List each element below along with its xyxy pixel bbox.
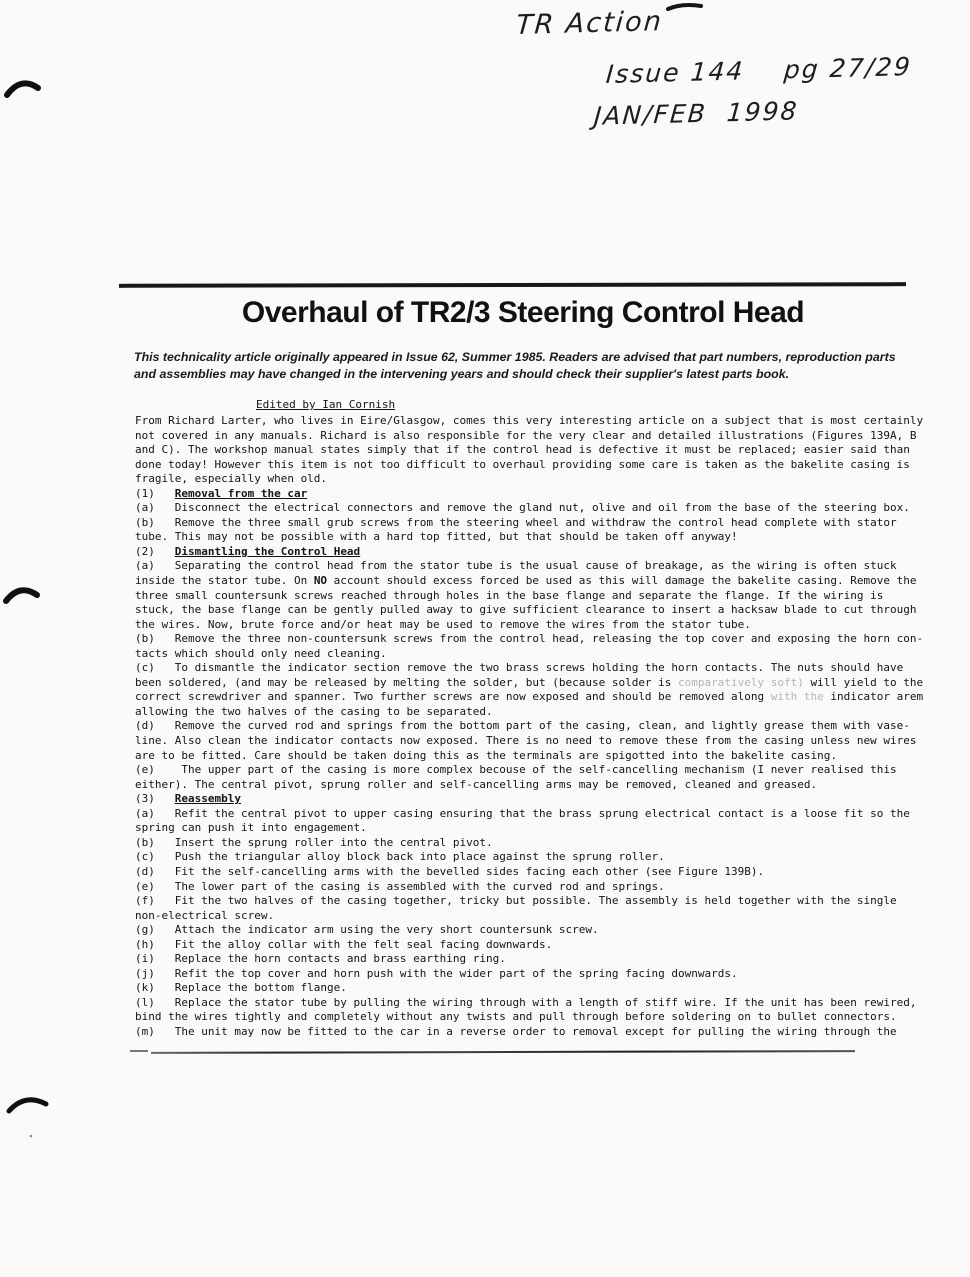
body-text-segment: (b) Remove the three non-countersunk screws from the control head, releasing the top cover and exposing the horn con- xyxy=(135,632,924,646)
body-line xyxy=(135,589,925,604)
body-line xyxy=(135,749,925,764)
body-line xyxy=(135,734,925,749)
body-line xyxy=(135,501,925,516)
body-line xyxy=(135,996,925,1011)
body-text-segment: the wires. Now, brute force and/or heat may be used to remove the wires from the stator tube. xyxy=(135,617,751,631)
body-line xyxy=(135,865,925,880)
body-text-segment: with the xyxy=(770,690,824,704)
body-line xyxy=(135,690,925,705)
body-text-segment: (k) Replace the bottom flange. xyxy=(135,981,347,995)
body-line xyxy=(135,792,925,807)
body-line xyxy=(135,530,925,545)
body-line xyxy=(135,676,925,691)
body-text-segment: inside the stator tube. On xyxy=(135,574,314,588)
article-disclaimer: This technicality article originally appeared in Issue 62, Summer 1985. Readers are advised that part numbers, reproduction parts and assemblies may have changed in the intervening years and should check their supplier's latest parts book. xyxy=(134,350,896,381)
body-line xyxy=(135,821,925,836)
body-line xyxy=(135,894,925,909)
body-line xyxy=(135,632,925,647)
body-text-segment: fragile, especially when old. xyxy=(135,472,328,486)
body-line xyxy=(135,938,925,953)
body-line xyxy=(135,443,925,458)
body-text-segment: (g) Attach the indicator arm using the very short countersunk screw. xyxy=(135,923,599,937)
body-text-segment: (b) Remove the three small grub screws from the steering wheel and withdraw the control head complete with stator xyxy=(135,515,897,529)
body-line xyxy=(135,836,925,851)
body-text-segment: (f) Fit the two halves of the casing together, tricky but possible. The assembly is held together with the single xyxy=(135,894,897,908)
body-text-segment: spring can push it into engagement. xyxy=(135,821,367,835)
body-line xyxy=(135,1025,925,1040)
body-line xyxy=(135,967,925,982)
handwritten-note-issue: Issue 144 pg 27/29 xyxy=(604,51,913,90)
body-text-segment: account should excess forced be used as this will damage the bakelite casing. Remove the xyxy=(327,574,917,588)
body-text-segment: been soldered, (and may be released by melting the solder, but (because solder is xyxy=(135,675,679,689)
body-line xyxy=(135,923,925,938)
body-text-segment: tacts which should only need cleaning. xyxy=(135,646,387,660)
body-line xyxy=(135,909,925,924)
body-text-segment: (b) Insert the sprung roller into the central pivot. xyxy=(135,835,493,849)
body-text-segment: (3) xyxy=(135,792,175,806)
body-text-segment: are to be fitted. Care should be taken doing this as the terminals are spigotted into the bakelite casing. xyxy=(135,748,837,762)
body-line xyxy=(135,647,925,662)
body-text-segment: (d) Remove the curved rod and springs from the bottom part of the casing, clean, and lightly grease them with vase- xyxy=(135,719,910,733)
body-line xyxy=(135,545,925,560)
body-text-segment: (e) The lower part of the casing is assembled with the curved rod and springs. xyxy=(135,879,665,893)
body-text-segment: (c) Push the triangular alloy block back into place against the sprung roller. xyxy=(135,850,665,864)
body-text-segment: (a) Disconnect the electrical connectors and remove the gland nut, olive and oil from the base of the steering box. xyxy=(135,501,910,515)
body-text-segment: indicator arem xyxy=(823,690,924,704)
body-text-segment: (e) The upper part of the casing is more complex becouse of the self-cancelling mechanism (I never realised this xyxy=(135,763,897,777)
body-line xyxy=(135,559,925,574)
body-line xyxy=(135,763,925,778)
body-text-segment: either). The central pivot, sprung roller and self-cancelling arms may be removed, cleaned and greased. xyxy=(135,777,818,791)
pen-mark-top-left xyxy=(7,83,38,95)
body-line xyxy=(135,778,925,793)
body-text-segment: comparatively soft) xyxy=(678,675,804,689)
pen-stroke-above-handwriting xyxy=(668,5,701,9)
body-text-segment: not covered in any manuals. Richard is also responsible for the very clear and detailed illustrations (Figures 139A, B xyxy=(135,428,917,442)
body-line xyxy=(135,719,925,734)
edited-by-line: Edited by Ian Cornish xyxy=(256,398,396,411)
pen-mark-middle-left xyxy=(6,590,37,601)
body-text-segment: done today! However this item is not too difficult to overhaul providing some care is taken as the bakelite casing is xyxy=(135,457,910,471)
body-text-segment: bind the wires tightly and completely without any twists and pull through before soldering on to bullet connectors. xyxy=(135,1010,897,1024)
body-text-segment: From Richard Larter, who lives in Eire/Glasgow, comes this very interesting article on a subject that is most certainly xyxy=(135,414,924,427)
body-text-segment: (j) Refit the top cover and horn push with the wider part of the spring facing downwards. xyxy=(135,966,738,980)
body-text-segment: (l) Replace the stator tube by pulling the wiring through with a length of stiff wire. If the unit has been rewired, xyxy=(135,995,917,1009)
article-body xyxy=(135,414,925,1040)
horizontal-rule-bottom-dash xyxy=(130,1050,148,1052)
body-line xyxy=(135,472,925,487)
body-text-segment: (d) Fit the self-cancelling arms with the bevelled sides facing each other (see Figure 139B). xyxy=(135,864,765,878)
body-line xyxy=(135,705,925,720)
body-line xyxy=(135,429,925,444)
body-text-segment: (a) Refit the central pivot to upper casing ensuring that the brass sprung electrical contact is a loose fit so the xyxy=(135,806,910,820)
body-line xyxy=(135,952,925,967)
body-line xyxy=(135,487,925,502)
body-text-segment: Removal from the car xyxy=(174,486,308,500)
horizontal-rule-bottom xyxy=(151,1050,855,1054)
body-line xyxy=(135,574,925,589)
body-text-segment: (m) The unit may now be fitted to the car in a reverse order to removal except for pulling the wiring through the xyxy=(135,1024,897,1038)
body-text-segment: tube. This may not be possible with a hard top fitted, but that should be taken off anyway! xyxy=(135,530,738,544)
body-text-segment: Reassembly xyxy=(174,792,241,806)
body-text-segment: (i) Replace the horn contacts and brass earthing ring. xyxy=(135,952,506,966)
body-line xyxy=(135,850,925,865)
body-line xyxy=(135,618,925,633)
ink-speck xyxy=(30,1135,33,1138)
body-text-segment: line. Also clean the indicator contacts now exposed. There is no need to remove these from the casing unless new wires xyxy=(135,734,917,748)
body-text-segment: (1) xyxy=(135,486,175,500)
body-text-segment: NO xyxy=(313,574,328,588)
body-text-segment: three small countersunk screws reached through holes in the base flange and separate the flange. If the wiring is xyxy=(135,588,884,602)
body-text-segment: non-electrical screw. xyxy=(135,908,275,922)
pen-mark-bottom-left xyxy=(9,1100,46,1111)
body-line xyxy=(135,458,925,473)
body-text-segment: (c) To dismantle the indicator section remove the two brass screws holding the horn contacts. The nuts should have xyxy=(135,661,904,675)
body-text-segment: and C). The workshop manual states simply that if the control head is defective it must be replaced; easier said than xyxy=(135,443,910,457)
body-line xyxy=(135,603,925,618)
body-text-segment: will yield to the xyxy=(803,675,924,689)
body-line xyxy=(135,981,925,996)
body-line xyxy=(135,661,925,676)
body-line xyxy=(135,807,925,822)
body-line xyxy=(135,414,925,429)
handwritten-note-date: JAN/FEB 1998 xyxy=(592,96,800,131)
body-line xyxy=(135,516,925,531)
body-text-segment: (2) xyxy=(135,544,175,558)
body-text-segment: (a) Separating the control head from the stator tube is the usual cause of breakage, as the wiring is often stuck xyxy=(135,559,897,573)
article-title: Overhaul of TR2/3 Steering Control Head xyxy=(241,296,805,329)
handwritten-note-publication: TR Action xyxy=(514,6,665,41)
body-line xyxy=(135,880,925,895)
body-text-segment: correct screwdriver and spanner. Two further screws are now exposed and should be removed along xyxy=(135,690,771,704)
body-text-segment: (h) Fit the alloy collar with the felt seal facing downwards. xyxy=(135,937,553,951)
horizontal-rule-top xyxy=(119,282,906,288)
body-text-segment: stuck, the base flange can be gently pulled away to give sufficient clearance to insert a hacksaw blade to cut through xyxy=(135,603,917,617)
body-text-segment: Dismantling the Control Head xyxy=(174,544,361,558)
body-line xyxy=(135,1010,925,1025)
body-text-segment: allowing the two halves of the casing to be separated. xyxy=(135,704,493,718)
